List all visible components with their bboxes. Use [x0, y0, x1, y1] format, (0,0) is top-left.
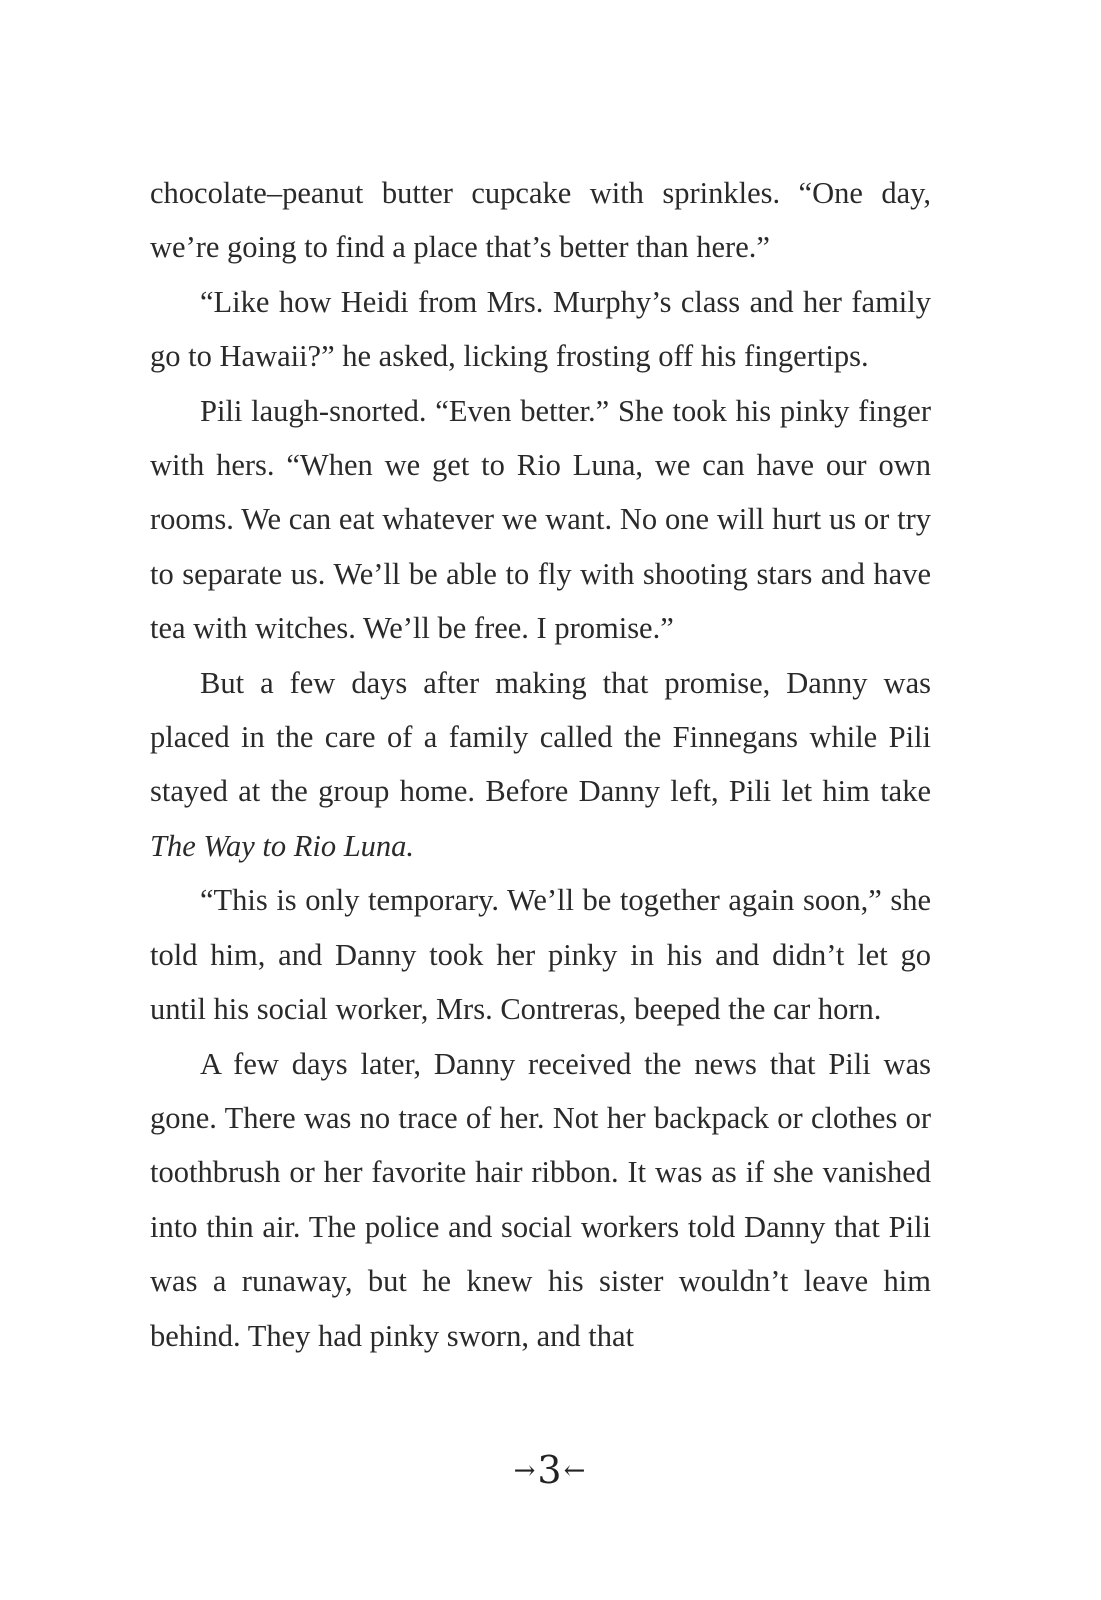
page-number: 3: [537, 1448, 564, 1492]
paragraph-text: “Like how Heidi from Mrs. Murphy’s class and her family go to Hawaii?” he asked, licking frosting off his fingertips.: [150, 284, 931, 374]
right-arrow-ornament: →: [513, 1456, 538, 1486]
book-title-italic: The Way to Rio Luna.: [150, 828, 415, 863]
paragraph-text: “This is only temporary. We’ll be together again soon,” she told him, and Danny took her pinky in his and didn’t let go until his social worker, Mrs. Contreras, beeped the car horn.: [150, 883, 931, 1027]
left-arrow-ornament: ←: [563, 1456, 588, 1486]
paragraph-text: Pili laugh-snorted. “Even better.” She took his pinky finger with hers. “When we get to Rio Luna, we can have our own rooms. We can eat whatever we want. No one will hurt us or try to separate us. We’ll be able to fly with shooting stars and have tea with witches. We’ll be free. I promise.”: [150, 393, 931, 646]
paragraph: [150, 166, 931, 275]
body-text: [150, 166, 931, 1363]
paragraph-text: But a few days after making that promise, Danny was placed in the care of a family called the Finnegans while Pili stayed at the group home. Before Danny left, Pili let him take: [150, 665, 931, 809]
paragraph-text: A few days later, Danny received the news that Pili was gone. There was no trace of her. Not her backpack or clothes or toothbrush or her favorite hair ribbon. It was as if she vanished into thin air. The police and social workers told Danny that Pili was a runaway, but he knew his sister wouldn’t leave him behind. They had pinky sworn, and that: [150, 1046, 931, 1353]
paragraph: [150, 873, 931, 1036]
paragraph: [150, 384, 931, 656]
paragraph: [150, 275, 931, 384]
paragraph-text: chocolate–peanut butter cupcake with sprinkles. “One day, we’re going to find a place that’s better than here.”: [150, 176, 931, 265]
paragraph: [150, 1037, 931, 1363]
page-number-folio: [0, 1448, 1101, 1493]
paragraph: [150, 656, 931, 874]
